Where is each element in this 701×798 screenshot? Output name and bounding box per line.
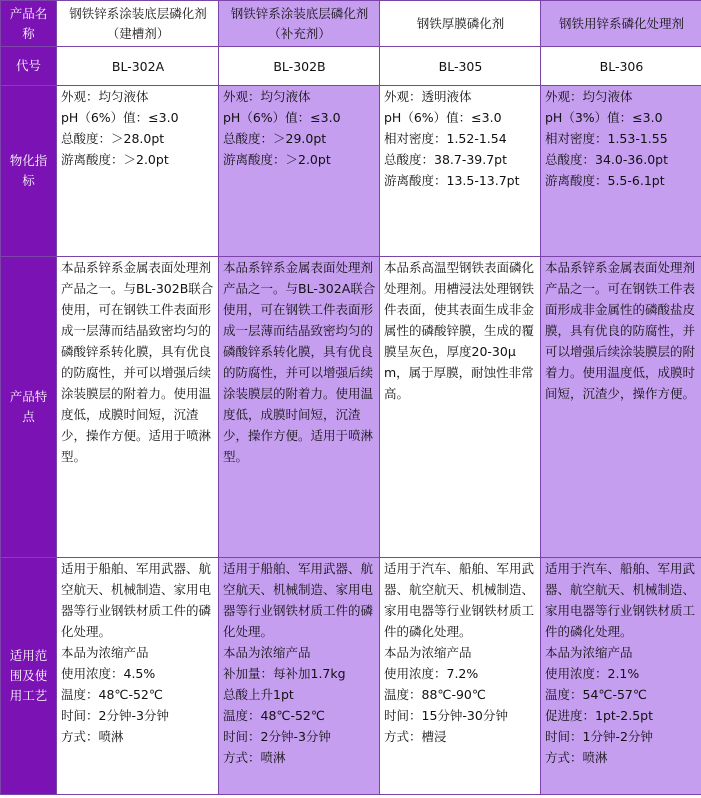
product-code-row xyxy=(1,47,701,86)
spec-line: 游离酸度：13.5-13.7pt xyxy=(384,173,520,188)
usage-description: 适用于汽车、船舶、军用武器、航空航天、机械制造、家用电器等行业钢铁材质工件的磷化处理。 xyxy=(384,561,535,639)
physical-index-bl306 xyxy=(541,86,701,257)
product-name-bl302b: 钢铁锌系涂装底层磷化剂（补充剂） xyxy=(219,1,380,47)
usage-line: 方式：喷淋 xyxy=(545,750,608,765)
product-name-bl305: 钢铁厚膜磷化剂 xyxy=(380,1,541,47)
usage-line: 方式：喷淋 xyxy=(223,750,286,765)
usage-description: 适用于船舶、军用武器、航空航天、机械制造、家用电器等行业钢铁材质工件的磷化处理。 xyxy=(223,561,374,639)
product-code-bl306: BL-306 xyxy=(541,47,701,86)
product-features-bl302b: 本品系锌系金属表面处理剂产品之一。与BL-302A联合使用，可在钢铁工件表面形成一层薄而结晶致密均匀的磷酸锌系转化膜，具有优良的防腐性，并可以增强后续涂装膜层的附着力。使用温度低，成膜时间短，沉渣少，操作方便。适用于喷淋型。 xyxy=(219,257,380,558)
spec-line: 总酸度：38.7-39.7pt xyxy=(384,152,508,167)
spec-line: 外观：均匀液体 xyxy=(223,89,311,104)
product-name-row xyxy=(1,1,701,47)
spec-line: pH（6%）值：≤3.0 xyxy=(61,110,179,125)
physical-index-bl302b xyxy=(219,86,380,257)
usage-line: 总酸上升1pt xyxy=(223,687,294,702)
usage-line: 促进度：1pt-2.5pt xyxy=(545,708,654,723)
product-features-bl302a: 本品系锌系金属表面处理剂产品之一。与BL-302B联合使用，可在钢铁工件表面形成一层薄而结晶致密均匀的磷酸锌系转化膜，具有优良的防腐性，并可以增强后续涂装膜层的附着力。使用温度低，成膜时间短，沉渣少，操作方便。适用于喷淋型。 xyxy=(57,257,219,558)
spec-line: pH（6%）值：≤3.0 xyxy=(223,110,341,125)
usage-process-label: 适用范围及使用工艺 xyxy=(1,558,57,795)
product-code-bl305: BL-305 xyxy=(380,47,541,86)
usage-line: 本品为浓缩产品 xyxy=(223,645,311,660)
spec-line: pH（6%）值：≤3.0 xyxy=(384,110,502,125)
spec-line: 外观：均匀液体 xyxy=(545,89,633,104)
usage-process-bl306 xyxy=(541,558,701,795)
usage-line: 时间：15分钟-30分钟 xyxy=(384,708,508,723)
product-code-label: 代号 xyxy=(1,47,57,86)
product-features-row xyxy=(1,257,701,558)
spec-line: 相对密度：1.52-1.54 xyxy=(384,131,507,146)
usage-line: 本品为浓缩产品 xyxy=(545,645,633,660)
physical-index-bl305 xyxy=(380,86,541,257)
product-name-bl306: 钢铁用锌系磷化处理剂 xyxy=(541,1,701,47)
product-features-bl306: 本品系锌系金属表面处理剂产品之一。可在钢铁工件表面形成非金属性的磷酸盐皮膜，具有优良的防腐性，并可以增强后续涂装膜层的附着力。使用温度低，成膜时间短，沉渣少，操作方便。 xyxy=(541,257,701,558)
usage-process-bl302b xyxy=(219,558,380,795)
usage-line: 本品为浓缩产品 xyxy=(384,645,472,660)
physical-index-bl302a xyxy=(57,86,219,257)
spec-line: 外观：均匀液体 xyxy=(61,89,149,104)
usage-process-bl305 xyxy=(380,558,541,795)
usage-line: 方式：槽浸 xyxy=(384,729,447,744)
spec-line: 总酸度：＞29.0pt xyxy=(223,131,327,146)
spec-line: 外观：透明液体 xyxy=(384,89,472,104)
usage-line: 时间：2分钟-3分钟 xyxy=(61,708,169,723)
usage-line: 时间：1分钟-2分钟 xyxy=(545,729,653,744)
product-features-label: 产品特点 xyxy=(1,257,57,558)
usage-line: 方式：喷淋 xyxy=(61,729,124,744)
usage-description: 适用于船舶、军用武器、航空航天、机械制造、家用电器等行业钢铁材质工件的磷化处理。 xyxy=(61,561,212,639)
spec-line: 游离酸度：5.5-6.1pt xyxy=(545,173,665,188)
spec-line: pH（3%）值：≤3.0 xyxy=(545,110,663,125)
usage-description: 适用于汽车、船舶、军用武器、航空航天、机械制造、家用电器等行业钢铁材质工件的磷化处理。 xyxy=(545,561,696,639)
usage-line: 使用浓度：4.5% xyxy=(61,666,156,681)
usage-line: 温度：48℃-52℃ xyxy=(61,687,163,702)
usage-line: 时间：2分钟-3分钟 xyxy=(223,729,331,744)
spec-line: 游离酸度：＞2.0pt xyxy=(61,152,169,167)
usage-line: 温度：88℃-90℃ xyxy=(384,687,486,702)
product-name-bl302a: 钢铁锌系涂装底层磷化剂（建槽剂） xyxy=(57,1,219,47)
physical-index-row xyxy=(1,86,701,257)
usage-process-row xyxy=(1,558,701,795)
usage-line: 温度：54℃-57℃ xyxy=(545,687,647,702)
spec-line: 总酸度：34.0-36.0pt xyxy=(545,152,669,167)
usage-line: 补加量：每补加1.7kg xyxy=(223,666,346,681)
spec-line: 总酸度：＞28.0pt xyxy=(61,131,165,146)
physical-index-label: 物化指标 xyxy=(1,86,57,257)
usage-line: 使用浓度：2.1% xyxy=(545,666,640,681)
product-code-bl302a: BL-302A xyxy=(57,47,219,86)
usage-line: 本品为浓缩产品 xyxy=(61,645,149,660)
spec-line: 游离酸度：＞2.0pt xyxy=(223,152,331,167)
spec-line: 相对密度：1.53-1.55 xyxy=(545,131,668,146)
product-code-bl302b: BL-302B xyxy=(219,47,380,86)
usage-line: 温度：48℃-52℃ xyxy=(223,708,325,723)
product-features-bl305: 本品系高温型钢铁表面磷化处理剂。用槽浸法处理钢铁件表面，使其表面生成非金属性的磷酸锌膜，生成的覆膜呈灰色，厚度20-30μm，属于厚膜，耐蚀性非常高。 xyxy=(380,257,541,558)
usage-process-bl302a xyxy=(57,558,219,795)
usage-line: 使用浓度：7.2% xyxy=(384,666,479,681)
product-name-label: 产品名称 xyxy=(1,1,57,47)
